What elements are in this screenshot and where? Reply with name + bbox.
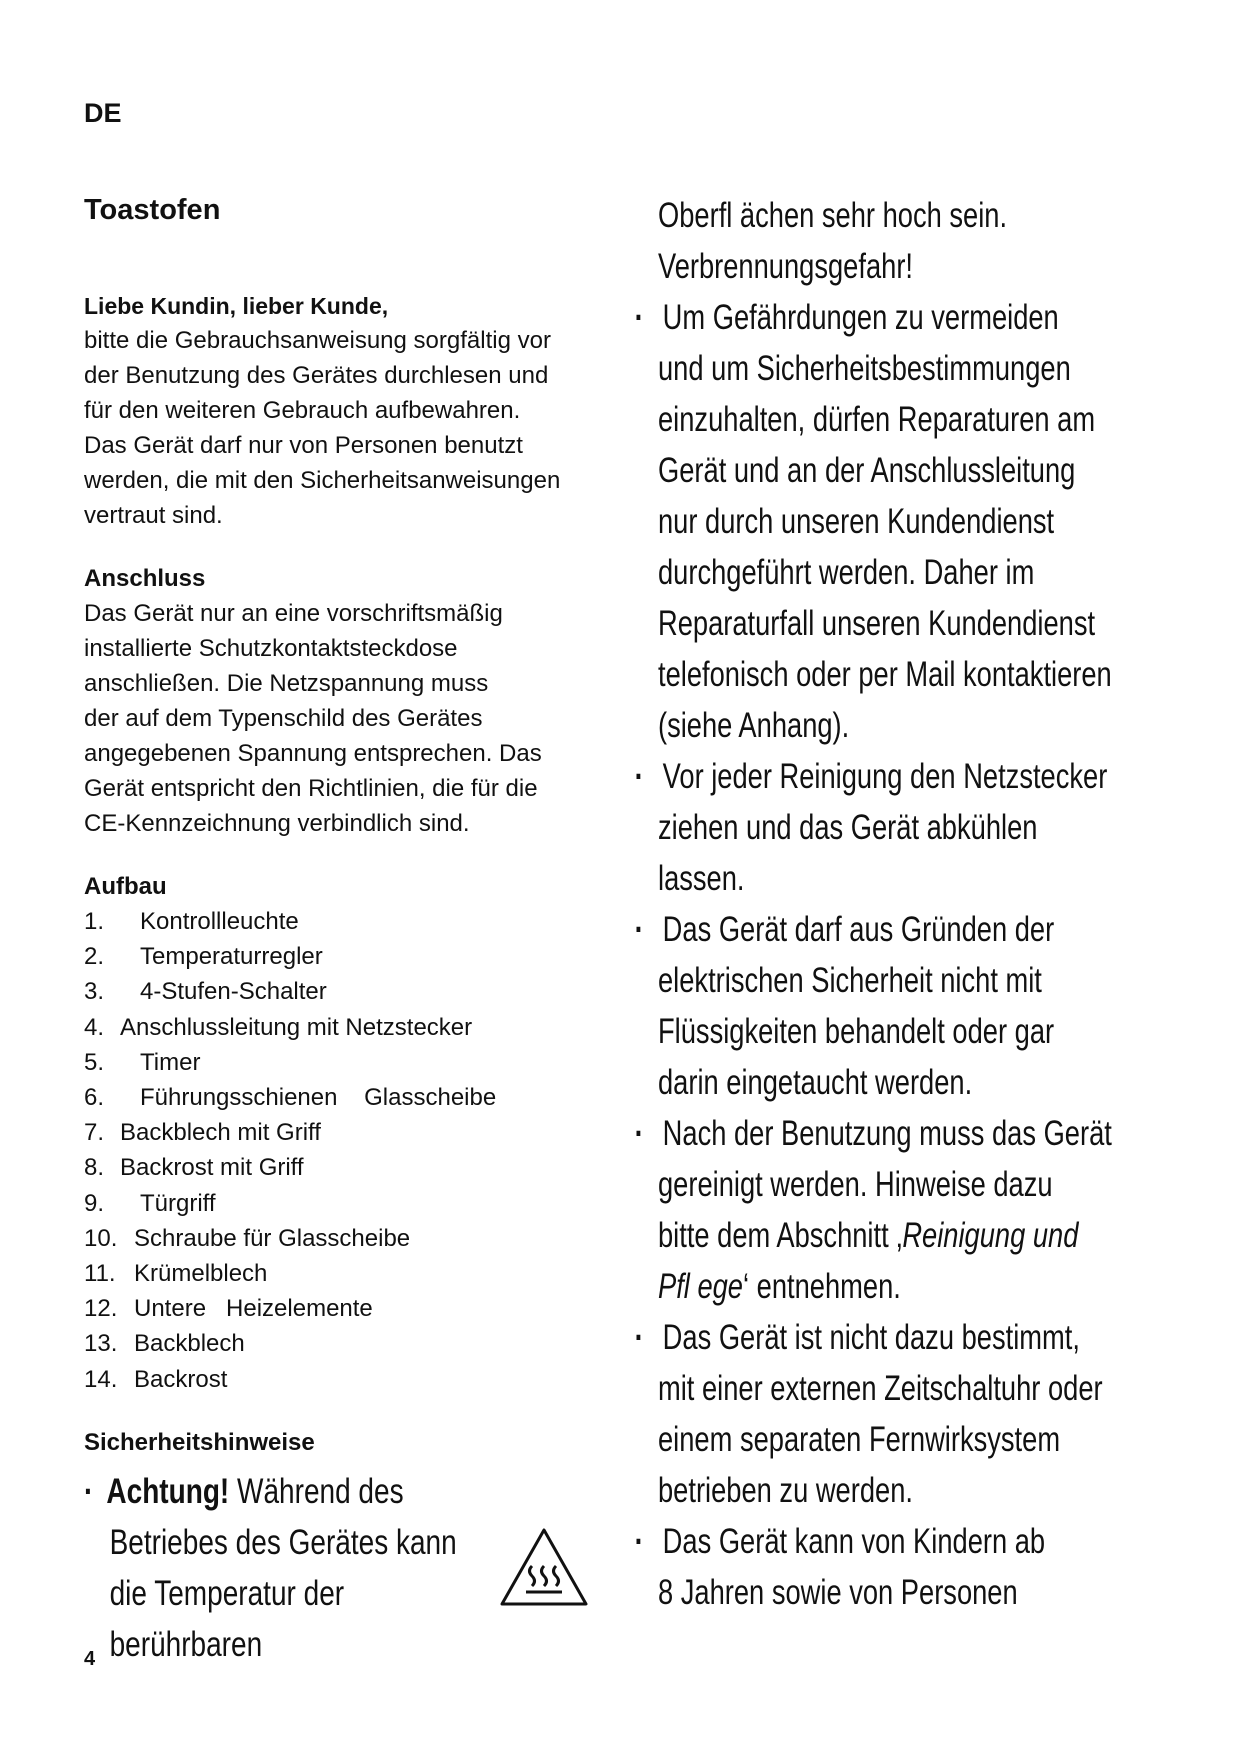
- parts-list: [84, 904, 604, 1397]
- parts-list-item: 6. Führungsschienen Glasscheibe: [84, 1084, 497, 1112]
- intro-line: vertraut sind.: [84, 502, 223, 529]
- parts-list-item: 11. Krümelblech: [84, 1260, 268, 1288]
- connection-line: der auf dem Typenschild des Gerätes: [84, 705, 483, 732]
- parts-list-item: 2. Temperaturregler: [84, 943, 323, 971]
- safety-line: Betriebes des Gerätes kann: [109, 1522, 457, 1562]
- parts-list-item: 7. Backblech mit Griff: [84, 1119, 321, 1147]
- right-column: [634, 190, 1198, 1618]
- page-number: 4: [84, 1648, 96, 1670]
- intro-line: bitte die Gebrauchsanweisung sorgfältig vor: [84, 327, 551, 354]
- intro-salutation: Liebe Kundin, lieber Kunde,: [84, 293, 389, 319]
- intro-paragraph: [84, 323, 604, 533]
- bullet-marker: ·: [634, 1522, 644, 1561]
- parts-list-item: 3. 4-Stufen-Schalter: [84, 978, 327, 1006]
- document-title: Toastofen: [84, 194, 221, 226]
- parts-list-item: 13. Backblech: [84, 1330, 245, 1358]
- parts-list-item: 14. Backrost: [84, 1365, 228, 1393]
- parts-heading: Aufbau: [84, 873, 167, 900]
- hot-surface-warning-icon: [498, 1526, 590, 1608]
- connection-line: installierte Schutzkontaktsteckdose: [84, 635, 458, 662]
- bullet-marker: ·: [634, 910, 644, 949]
- safety-item-unplug: · Vor jeder Reinigung den Netzstecker ziehen und das Gerät abkühlen lassen.: [658, 751, 1188, 904]
- connection-line: Das Gerät nur an eine vorschriftsmäßig: [84, 600, 503, 627]
- parts-list-item: 12. Untere Heizelemente: [84, 1295, 373, 1323]
- intro-line: für den weiteren Gebrauch aufbewahren.: [84, 397, 521, 424]
- safety-item-cleaning: · Nach der Benutzung muss das Gerät gereinigt werden. Hinweise dazu bitte dem Abschnitt ‚Reinigung und Pfl ege‘ entnehmen.: [658, 1108, 1188, 1312]
- safety-continuation: Oberfl ächen sehr hoch sein. Verbrennungsgefahr!: [658, 196, 1008, 286]
- parts-list-item: 5. Timer: [84, 1048, 201, 1076]
- language-code: DE: [84, 98, 122, 128]
- bullet-marker: ·: [634, 1114, 644, 1153]
- connection-line: angegebenen Spannung entsprechen. Das: [84, 740, 542, 767]
- intro-line: werden, die mit den Sicherheitsanweisungen: [84, 467, 561, 494]
- intro-line: der Benutzung des Gerätes durchlesen und: [84, 362, 549, 389]
- warning-emphasis: Achtung!: [106, 1471, 230, 1511]
- safety-first-item: [84, 1466, 604, 1670]
- safety-line: [84, 1466, 500, 1517]
- parts-list-item: 4. Anschlussleitung mit Netzstecker: [84, 1013, 473, 1041]
- safety-item-children: · Das Gerät kann von Kindern ab 8 Jahren sowie von Personen: [658, 1516, 1188, 1618]
- safety-heading: Sicherheitshinweise: [84, 1428, 315, 1456]
- safety-item-repairs: · Um Gefährdungen zu vermeiden und um Sicherheitsbestimmungen einzuhalten, dürfen Reparaturen am Gerät und an der Anschlussleitung nur durch unseren Kundendienst durchgeführt werden. Daher im Reparaturfall unseren Kundendienst telefonisch oder per Mail kontaktieren (siehe Anhang).: [658, 292, 1188, 751]
- parts-list-item: 9. Türgriff: [84, 1189, 216, 1217]
- connection-heading: Anschluss: [84, 565, 206, 592]
- left-column: [84, 190, 604, 1670]
- connection-line: anschließen. Die Netzspannung muss: [84, 670, 489, 697]
- bullet-marker: ·: [634, 757, 644, 796]
- bullet-marker: ·: [84, 1471, 94, 1511]
- bullet-marker: ·: [634, 298, 644, 337]
- safety-item-timer: · Das Gerät ist nicht dazu bestimmt, mit einer externen Zeitschaltuhr oder einem separaten Fernwirksystem betrieben zu werden.: [658, 1312, 1188, 1516]
- connection-line: Gerät entspricht den Richtlinien, die für die: [84, 775, 538, 802]
- parts-list-item: 8. Backrost mit Griff: [84, 1154, 304, 1182]
- connection-paragraph: [84, 596, 604, 841]
- intro-line: Das Gerät darf nur von Personen benutzt: [84, 432, 523, 459]
- bullet-marker: ·: [634, 1318, 644, 1357]
- connection-line: CE-Kennzeichnung verbindlich sind.: [84, 810, 470, 837]
- section-reference: Reinigung und: [902, 1216, 1079, 1255]
- parts-list-item: 10. Schraube für Glasscheibe: [84, 1224, 411, 1252]
- safety-item-liquids: · Das Gerät darf aus Gründen der elektrischen Sicherheit nicht mit Flüssigkeiten behandelt oder gar darin eingetaucht werden.: [658, 904, 1188, 1108]
- safety-text: Während des: [229, 1471, 404, 1511]
- parts-list-item: 1. Kontrollleuchte: [84, 908, 299, 935]
- safety-line: die Temperatur der berührbaren: [109, 1573, 345, 1664]
- section-reference: Pfl ege: [658, 1267, 743, 1306]
